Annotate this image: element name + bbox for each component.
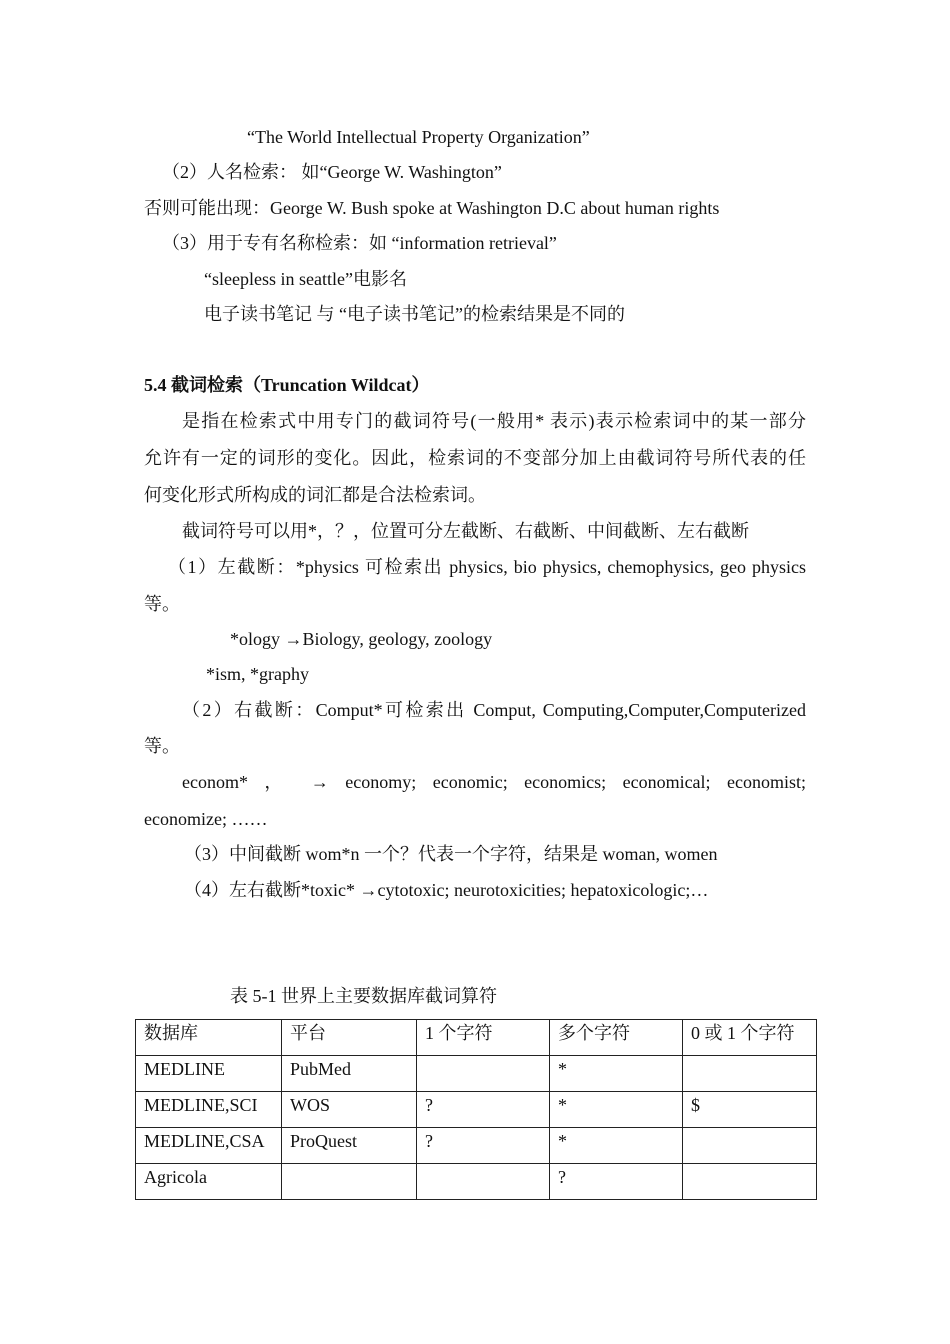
- table-row: [136, 1164, 817, 1200]
- table-cell: WOS: [282, 1092, 417, 1128]
- section-heading: 5.4 截词检索（Truncation Wildcat）: [144, 375, 430, 395]
- truncation-symbols-line: 截词符号可以用*，？，位置可分左截断、右截断、中间截断、左右截断: [182, 521, 749, 541]
- table-row: [136, 1056, 817, 1092]
- left-truncation-line-2: 等。: [144, 594, 180, 614]
- ebook-notes-example-line: 电子读书笔记 与 “电子读书笔记”的检索结果是不同的: [204, 304, 625, 324]
- table-cell: [282, 1164, 417, 1200]
- table-header-cell: 平台: [282, 1020, 417, 1056]
- proper-name-search-line: （3）用于专有名称检索：如 “information retrieval”: [162, 233, 557, 253]
- table-header-row: [136, 1020, 817, 1056]
- otherwise-example-line: 否则可能出现：George W. Bush spoke at Washington D.C about human rights: [144, 198, 720, 218]
- table-cell: MEDLINE,SCI: [136, 1092, 282, 1128]
- left-truncation-example-2: *ism, *graphy: [206, 664, 309, 684]
- table-cell: *: [550, 1128, 683, 1164]
- table-header-cell: 0 或 1 个字符: [683, 1020, 817, 1056]
- table-cell: ProQuest: [282, 1128, 417, 1164]
- table-cell: [417, 1056, 550, 1092]
- table-cell: [683, 1164, 817, 1200]
- table-cell: [683, 1128, 817, 1164]
- table-cell: MEDLINE,CSA: [136, 1128, 282, 1164]
- table-cell: Agricola: [136, 1164, 282, 1200]
- table-caption: 表 5-1 世界上主要数据库截词算符: [230, 986, 497, 1006]
- table-cell: [683, 1056, 817, 1092]
- table-cell: $: [683, 1092, 817, 1128]
- definition-paragraph-line-3: 何变化形式所构成的词汇都是合法检索词。: [144, 485, 486, 505]
- left-truncation-example-1: *ology →Biology, geology, zoology: [230, 629, 493, 649]
- table-cell: *: [550, 1056, 683, 1092]
- table-row: [136, 1092, 817, 1128]
- table-cell: [417, 1164, 550, 1200]
- middle-truncation-line: （3）中间截断 wom*n 一个？代表一个字符，结果是 woman, women: [184, 844, 718, 864]
- left-truncation-line-1: （1）左截断：*physics 可检索出 physics, bio physics, chemophysics, geo physics: [168, 557, 806, 577]
- both-truncation-line: （4）左右截断*toxic* →cytotoxic; neurotoxicities; hepatoxicologic;…: [184, 880, 709, 900]
- table-cell: MEDLINE: [136, 1056, 282, 1092]
- person-name-search-line: （2）人名检索： 如“George W. Washington”: [162, 162, 502, 182]
- table-cell: ?: [550, 1164, 683, 1200]
- table-header-cell: 多个字符: [550, 1020, 683, 1056]
- economy-example-line-2: economize; ……: [144, 809, 268, 829]
- definition-paragraph-line-2: 允许有一定的词形的变化。因此，检索词的不变部分加上由截词符号所代表的任: [144, 448, 806, 468]
- table-header-cell: 数据库: [136, 1020, 282, 1056]
- table-header-cell: 1 个字符: [417, 1020, 550, 1056]
- definition-paragraph-line-1: 是指在检索式中用专门的截词符号(一般用* 表示)表示检索词中的某一部分: [182, 411, 806, 431]
- economy-example-line-1: econom* ， → economy; economic; economics; economical; economist;: [182, 772, 806, 792]
- quoted-organization-line: “The World Intellectual Property Organization”: [247, 127, 590, 147]
- table-cell: ?: [417, 1128, 550, 1164]
- right-truncation-line-1: （2）右截断：Comput*可检索出 Comput, Computing,Computer,Computerized: [182, 700, 806, 720]
- table-cell: PubMed: [282, 1056, 417, 1092]
- table-cell: *: [550, 1092, 683, 1128]
- table-cell: ?: [417, 1092, 550, 1128]
- right-truncation-line-2: 等。: [144, 736, 180, 756]
- table-row: [136, 1128, 817, 1164]
- truncation-operators-table: [135, 1019, 817, 1200]
- movie-name-example-line: “sleepless in seattle”电影名: [204, 269, 407, 289]
